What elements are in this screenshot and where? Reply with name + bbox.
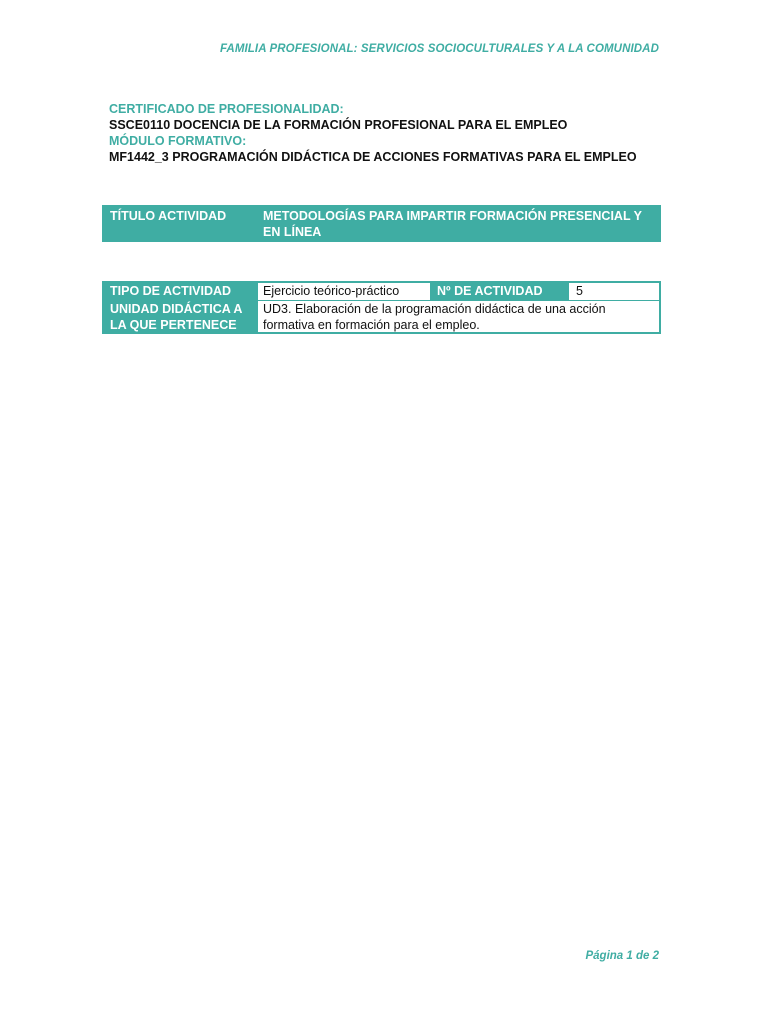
unit-label: UNIDAD DIDÁCTICA A LA QUE PERTENECE (110, 302, 242, 332)
page-number: Página 1 de 2 (585, 950, 659, 962)
certificate-block (109, 101, 637, 165)
activity-number-label: Nº DE ACTIVIDAD (430, 283, 568, 300)
activity-title-label: TÍTULO ACTIVIDAD (110, 209, 227, 223)
module-value: MF1442_3 PROGRAMACIÓN DIDÁCTICA DE ACCIONES FORMATIVAS PARA EL EMPLEO (109, 150, 637, 164)
header-family-title: FAMILIA PROFESIONAL: SERVICIOS SOCIOCULTURALES Y A LA COMUNIDAD (219, 43, 659, 55)
certificate-label: CERTIFICADO DE PROFESIONALIDAD: (109, 102, 344, 116)
certificate-value: SSCE0110 DOCENCIA DE LA FORMACIÓN PROFESIONAL PARA EL EMPLEO (109, 118, 568, 132)
module-label: MÓDULO FORMATIVO: (109, 134, 247, 148)
unit-value: UD3. Elaboración de la programación didáctica de una acción formativa en formación para el empleo. (263, 302, 606, 332)
activity-title-value: METODOLOGÍAS PARA IMPARTIR FORMACIÓN PRESENCIAL Y EN LÍNEA (263, 209, 642, 239)
activity-details-table (102, 281, 661, 334)
activity-type-value: Ejercicio teórico-práctico (263, 284, 400, 298)
activity-title-table (102, 205, 661, 242)
activity-number-value: 5 (568, 283, 583, 300)
activity-labels-column (104, 283, 258, 332)
activity-type-label: TIPO DE ACTIVIDAD (110, 284, 232, 298)
